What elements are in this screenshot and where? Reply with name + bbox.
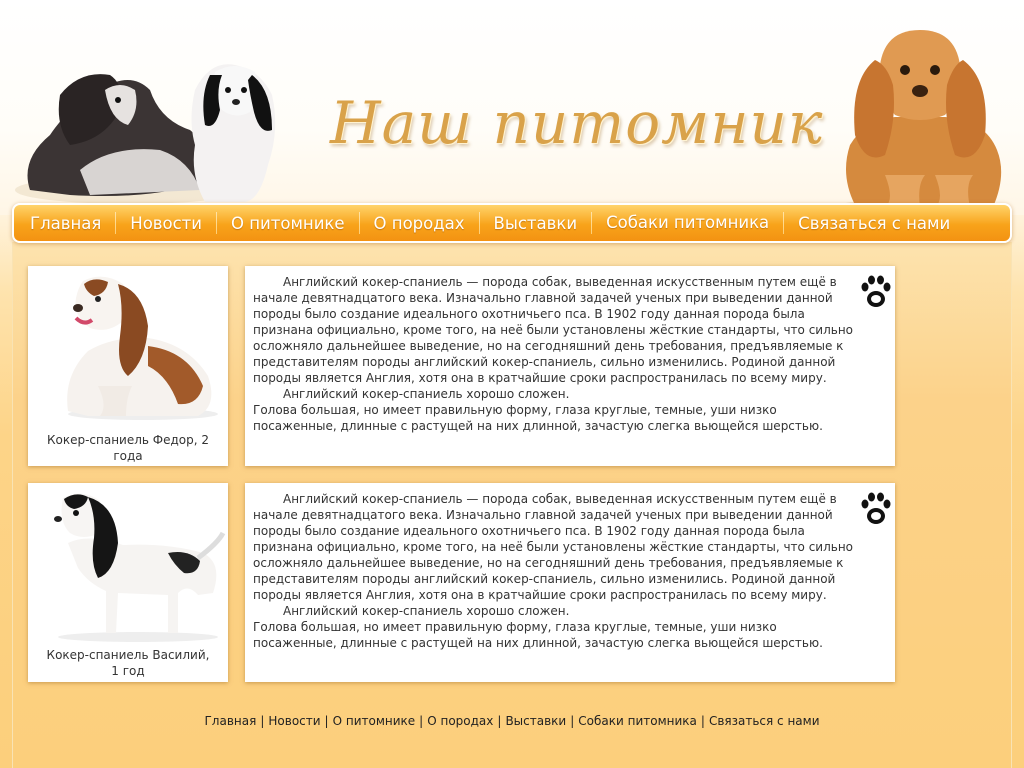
- footer-link-home[interactable]: Главная: [204, 714, 257, 728]
- nav-item-contact[interactable]: Связаться с нами: [798, 213, 951, 233]
- footer-links: [0, 714, 1024, 728]
- dog-description-paragraph: Английский кокер-спаниель — порода собак, выведенная искусственным путем ещё в начале девятнадцатого века. Изначально главной задачей ученых при выведении данной породы было создание идеального охотничьего пса. В 1902 году данная порода была признана официально, кроме того, на неё были установлены жёсткие стандарты, что сильно осложняло дальнейшее выведение, но на сегодняшний день требования, предъявляемые к представителям породы английский кокер-спаниель, сильно изменились. Родиной данной породы является Англия, хотя она в кратчайшие сроки распространилась по всему миру.: [253, 492, 854, 602]
- footer-link-about-kennel[interactable]: О питомнике: [332, 714, 416, 728]
- site-title: Наш питомник: [330, 89, 824, 157]
- nav-divider: [479, 212, 480, 234]
- footer-separator: |: [570, 714, 575, 728]
- header-left-dogs-image: [10, 50, 290, 210]
- main-nav: [12, 203, 1012, 243]
- site-header: [0, 0, 1024, 215]
- dog-photo[interactable]: [28, 483, 228, 643]
- dog-description-paragraph: Английский кокер-спаниель хорошо сложен.: [283, 387, 570, 401]
- footer-separator: |: [419, 714, 424, 728]
- nav-item-home[interactable]: Главная: [30, 213, 102, 233]
- nav-item-breeds[interactable]: О породах: [373, 213, 465, 233]
- footer-link-shows[interactable]: Выставки: [505, 714, 567, 728]
- dog-description-card: [245, 266, 895, 466]
- dog-description-card: [245, 483, 895, 682]
- dog-photo-card: [28, 266, 228, 466]
- footer-link-contact[interactable]: Связаться с нами: [708, 714, 820, 728]
- paw-icon: [859, 489, 893, 527]
- footer-separator: |: [324, 714, 329, 728]
- nav-divider: [591, 212, 592, 234]
- nav-divider: [783, 212, 784, 234]
- footer-separator: |: [497, 714, 502, 728]
- header-right-dog-image: [825, 25, 1015, 215]
- dog-description-paragraph: Голова большая, но имеет правильную форму, глаза круглые, темные, уши низко посаженные, длинные с растущей на них длинной, зачастую слегка вьющейся шерстью.: [253, 620, 823, 650]
- dog-description-paragraph: Английский кокер-спаниель хорошо сложен.: [283, 604, 570, 618]
- nav-item-kennel-dogs[interactable]: Собаки питомника: [606, 212, 770, 232]
- footer-link-news[interactable]: Новости: [268, 714, 321, 728]
- footer-link-kennel-dogs[interactable]: Собаки питомника: [578, 714, 697, 728]
- nav-item-news[interactable]: Новости: [130, 213, 203, 233]
- nav-divider: [115, 212, 116, 234]
- nav-divider: [216, 212, 217, 234]
- footer-separator: |: [260, 714, 265, 728]
- nav-divider: [359, 212, 360, 234]
- dog-description-paragraph: Английский кокер-спаниель — порода собак, выведенная искусственным путем ещё в начале девятнадцатого века. Изначально главной задачей ученых при выведении данной породы было создание идеального охотничьего пса. В 1902 году данная порода была признана официально, кроме того, на неё были установлены жёсткие стандарты, что сильно осложняло дальнейшее выведение, но на сегодняшний день требования, предъявляемые к представителям породы английский кокер-спаниель, сильно изменились. Родиной данной породы является Англия, хотя она в кратчайшие сроки распространилась по всему миру.: [253, 275, 854, 385]
- dog-photo[interactable]: [28, 266, 228, 428]
- nav-item-about-kennel[interactable]: О питомнике: [231, 213, 345, 233]
- dog-caption: Кокер-спаниель Василий, 1 год: [46, 648, 210, 678]
- dog-photo-card: [28, 483, 228, 682]
- footer-separator: |: [700, 714, 705, 728]
- nav-item-shows[interactable]: Выставки: [493, 213, 578, 233]
- dog-caption: Кокер-спаниель Федор, 2 года: [46, 433, 210, 463]
- dog-description-paragraph: Голова большая, но имеет правильную форму, глаза круглые, темные, уши низко посаженные, длинные с растущей на них длинной, зачастую слегка вьющейся шерстью.: [253, 403, 823, 433]
- footer-link-breeds[interactable]: О породах: [427, 714, 494, 728]
- paw-icon: [859, 272, 893, 310]
